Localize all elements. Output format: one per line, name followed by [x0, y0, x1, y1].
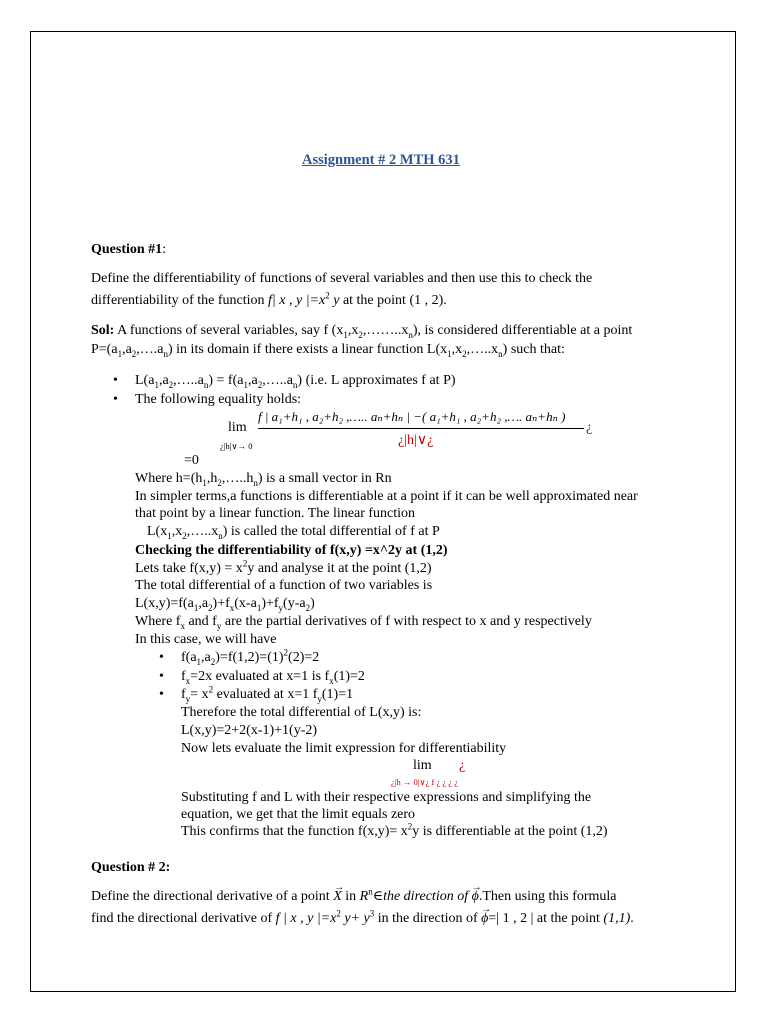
question-2-heading: Question # 2:	[91, 860, 171, 875]
question-2-line-1: Define the directional derivative of a point → X in $R^n\in the$ direction of → ϕ.Then using this formula	[91, 882, 617, 904]
page-title: Assignment # 2 MTH 631	[302, 152, 460, 168]
question-1-line-2: differentiability of the function f| x , y $|=x^2$ y at the point (1 , 2).	[91, 290, 447, 308]
lim-label: lim	[228, 420, 247, 435]
question-1-line-1: Define the differentiability of functions of several variables and then use this to check the	[91, 271, 593, 286]
where-h-line: Where $h=(h_1,h_2,\dots..h_n)$ is a small vector in Rn	[135, 471, 392, 488]
lim-2-subscript: ¿|h → 0|∨¿ f ¿ ¿ ¿ ¿	[391, 777, 458, 787]
total-two-variables-line: The total differential of a function of two variables is	[135, 578, 433, 593]
limit-numerator: f | a₁+h₁ , a₂+h₂ ,….. aₙ+hₙ | −( a₁+h₁ , a₂+h₂ ,…. aₙ+hₙ )	[258, 409, 566, 424]
fraction-bar	[258, 428, 584, 429]
bullet-fy-value: • $f_y= x^2$ evaluated at x=1 $f_y(1)=1$	[181, 686, 353, 703]
lim-subscript: ¿|h|∨→ 0	[220, 441, 253, 451]
l-formula-line: $L(x,y)=f(a_1,a_2)+f_x(x-a_1)+f_y(y-a_2)$	[135, 596, 315, 613]
confirms-line: This confirms that the function $f(x,y)= x^2y$ is differentiable at the point (1,2)	[181, 821, 608, 839]
lim-2-label: lim	[413, 758, 432, 773]
lets-take-line: Lets take $f(x,y) = x^2y$ and analyse it at the point (1,2)	[135, 558, 432, 576]
equals-zero: =0	[184, 453, 199, 468]
where-fx-line: Where $f_x$ and $f_y$ are the partial derivatives of f with respect to x and y respectively	[135, 614, 592, 631]
l-result-line: L(x,y)=2+2(x-1)+1(y-2)	[181, 723, 318, 738]
question-2-line-2: find the directional derivative of f | x , y $|=x^2$ $y+ y^3$ in the direction of → ϕ=| 1 , 2 | at the point (1,1).	[91, 904, 634, 926]
total-differential-line: $L(x_1,x_2,\dots..x_n)$ is called the total differential of f at P	[147, 524, 440, 541]
question-1-heading: Question #1:	[91, 242, 167, 257]
limit-denominator: ¿|h|∨¿	[398, 433, 434, 448]
checking-heading: Checking the differentiability of f(x,y) =x^2y at (1,2)	[135, 543, 448, 558]
bullet-fx-value: • $f_x=2x$ evaluated at x=1 is $f_x(1)=2$	[181, 668, 365, 685]
lim-2-glyph: ¿	[459, 758, 466, 773]
simpler-terms-line-2: that point by a linear function. The linear function	[135, 506, 416, 521]
bullet-equality-holds: • The following equality holds:	[135, 391, 301, 408]
bullet-l-approximates: • $L(a_1,a_2,\dots..a_n)$ = $f(a_1,a_2,\dots..a_n)$ (i.e. L approximates f at P)	[135, 372, 456, 389]
limit-numerator-glyph: ¿	[586, 420, 593, 435]
sol-line-1: Sol: A functions of several variables, say f $(x_1,x_2,\dots\dots..x_n)$, is considered differentiable at a point	[91, 323, 633, 340]
therefore-line: Therefore the total differential of L(x,y) is:	[181, 705, 422, 720]
simpler-terms-line-1: In simpler terms,a functions is differentiable at a point if it can be well approximated near	[135, 489, 638, 504]
sol-line-2: $P=(a_1,a_2,\dots.a_n)$ in its domain if there exists a linear function $L(x_1,x_2,\dots..x_n)$ such that:	[91, 342, 565, 359]
substituting-line-1: Substituting f and L with their respective expressions and simplifying the	[181, 790, 592, 805]
bullet-f-value: • $f(a_1,a_2)=f(1,2)=(1)^2(2)=2$	[181, 649, 319, 666]
substituting-line-2: equation, we get that the limit equals zero	[181, 807, 416, 822]
now-lets-line: Now lets evaluate the limit expression for differentiability	[181, 741, 507, 756]
in-this-case-line: In this case, we will have	[135, 632, 277, 647]
